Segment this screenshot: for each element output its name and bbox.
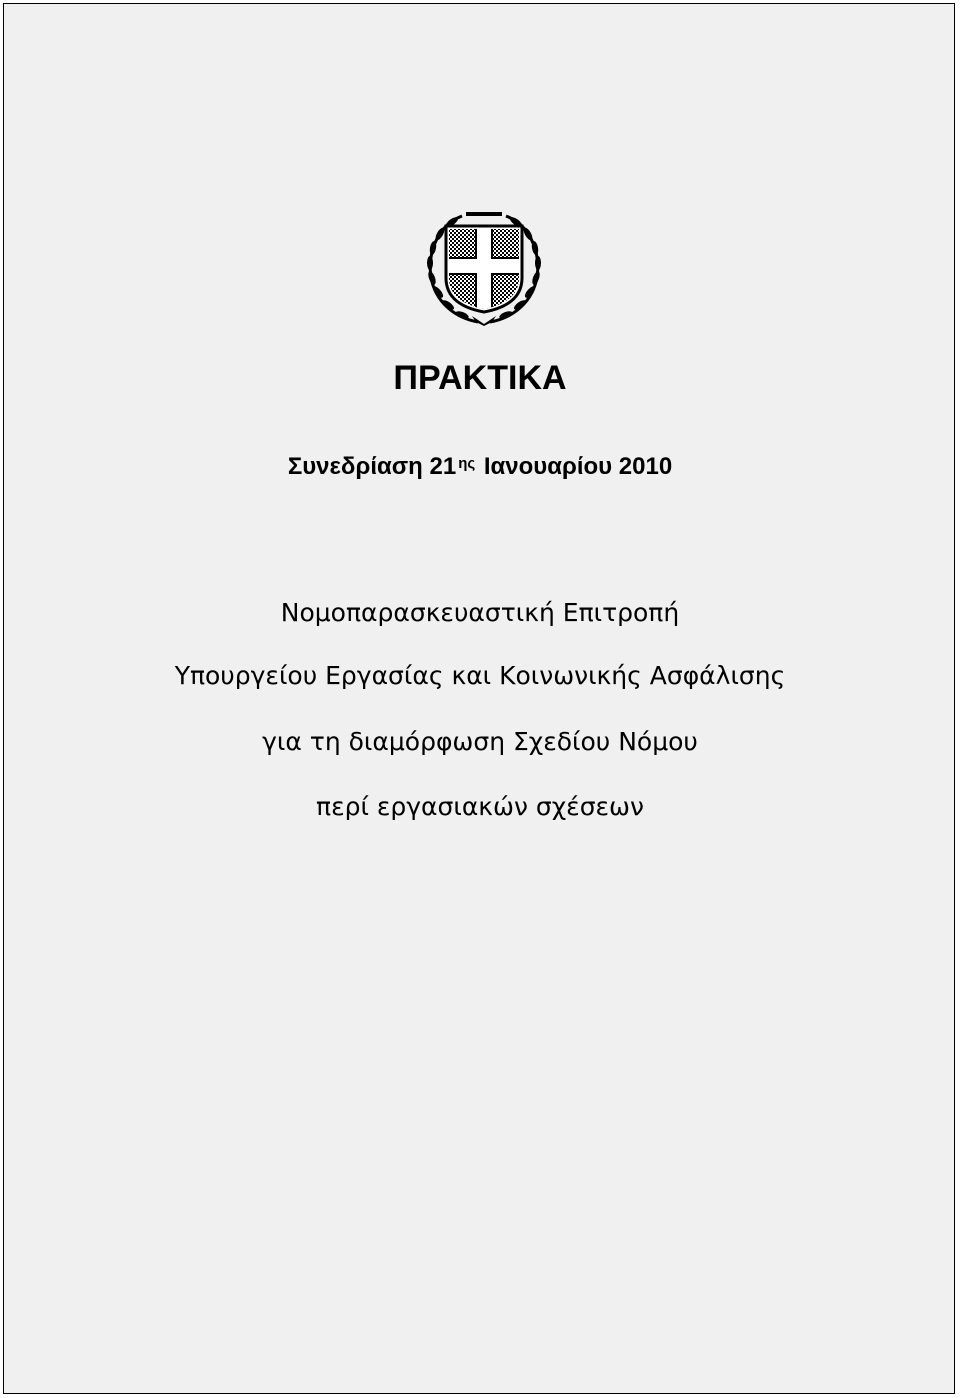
- purpose-line: για τη διαμόρφωση Σχεδίου Νόμου: [262, 727, 698, 756]
- document-title: ΠΡΑΚΤΙΚΑ: [393, 359, 567, 397]
- greek-coat-of-arms-icon: [422, 208, 546, 326]
- session-date-rest: Ιανουαρίου 2010: [483, 453, 673, 480]
- session-date: [4, 451, 956, 483]
- session-prefix: Συνεδρίαση 21: [287, 453, 457, 480]
- document-page: [3, 3, 955, 1394]
- committee-name: Νομοπαρασκευαστική Επιτροπή: [280, 598, 680, 627]
- ordinal-suffix: ης: [458, 455, 476, 472]
- ministry-name: Υπουργείου Εργασίας και Κοινωνικής Ασφάλισης: [174, 661, 786, 690]
- subject-line: περί εργασιακών σχέσεων: [316, 792, 644, 821]
